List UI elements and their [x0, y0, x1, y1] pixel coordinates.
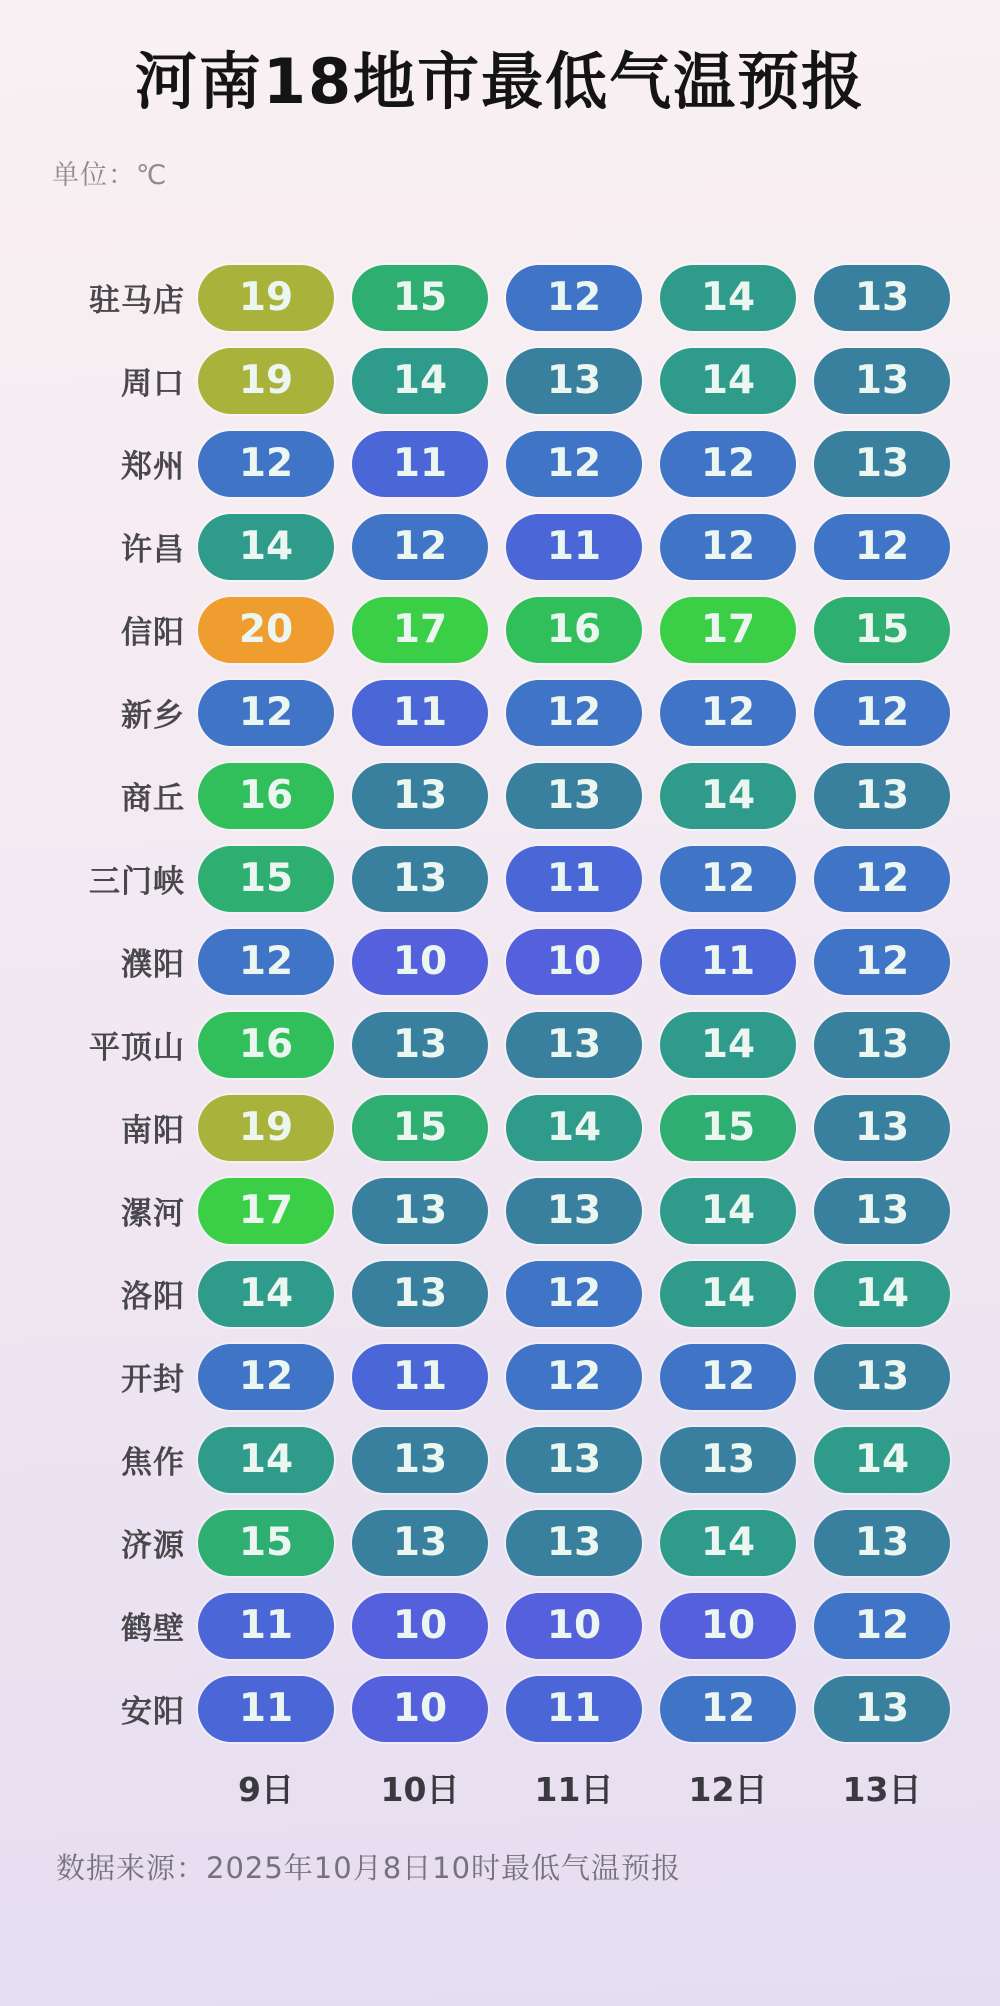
- temp-pill-group: [198, 846, 968, 912]
- temp-pill: 12: [660, 680, 796, 746]
- temp-pill: 19: [198, 1095, 334, 1161]
- temp-pill: 13: [352, 1510, 488, 1576]
- table-row: [0, 1086, 1000, 1169]
- city-label: 焦作: [121, 1445, 185, 1482]
- column-header: 12日: [688, 1769, 768, 1809]
- city-label: 信阳: [121, 615, 185, 652]
- temp-pill-group: [198, 1178, 968, 1244]
- city-label: 鹤壁: [121, 1611, 185, 1648]
- temp-pill-group: [198, 1427, 968, 1493]
- temp-pill: 14: [506, 1095, 642, 1161]
- temp-pill: 12: [352, 514, 488, 580]
- temp-pill: 12: [198, 431, 334, 497]
- table-row: [0, 505, 1000, 588]
- temp-pill-group: [198, 348, 968, 414]
- temp-pill: 11: [506, 1676, 642, 1742]
- temp-pill-group: [198, 514, 968, 580]
- temp-pill-group: [198, 431, 968, 497]
- temp-pill: 11: [352, 1344, 488, 1410]
- temp-pill: 14: [198, 1427, 334, 1493]
- temp-pill: 13: [352, 1178, 488, 1244]
- temp-pill: 11: [352, 680, 488, 746]
- temp-pill: 11: [352, 431, 488, 497]
- city-label: 郑州: [121, 449, 185, 486]
- temp-pill: 10: [352, 1676, 488, 1742]
- temp-pill: 12: [198, 680, 334, 746]
- table-row: [0, 1335, 1000, 1418]
- temp-pill: 14: [352, 348, 488, 414]
- temp-pill: 14: [814, 1427, 950, 1493]
- table-row: [0, 422, 1000, 505]
- temp-pill-group: [198, 1012, 968, 1078]
- city-label: 新乡: [121, 698, 185, 735]
- temp-pill: 12: [506, 1261, 642, 1327]
- temp-pill: 12: [506, 431, 642, 497]
- temp-pill: 13: [814, 348, 950, 414]
- temp-pill-group: [198, 1510, 968, 1576]
- temp-pill-group: [198, 1261, 968, 1327]
- temp-pill-group: [198, 929, 968, 995]
- temp-pill: 13: [506, 1178, 642, 1244]
- temp-pill: 14: [660, 348, 796, 414]
- table-row: [0, 920, 1000, 1003]
- table-row: [0, 837, 1000, 920]
- temp-pill-group: [198, 1676, 968, 1742]
- table-row: [0, 1501, 1000, 1584]
- temp-pill: 15: [198, 1510, 334, 1576]
- temp-pill: 13: [814, 431, 950, 497]
- page-title: 河南18地市最低气温预报: [134, 45, 866, 118]
- table-row: [0, 754, 1000, 837]
- temp-pill: 19: [198, 265, 334, 331]
- temp-pill: 12: [660, 1676, 796, 1742]
- temp-pill: 13: [352, 763, 488, 829]
- table-row: [0, 588, 1000, 671]
- temp-pill: 19: [198, 348, 334, 414]
- temp-pill: 12: [814, 929, 950, 995]
- temp-pill: 13: [506, 1012, 642, 1078]
- temp-pill: 15: [660, 1095, 796, 1161]
- table-row: [0, 1252, 1000, 1335]
- city-label: 安阳: [121, 1694, 185, 1731]
- temp-pill: 15: [814, 597, 950, 663]
- temp-pill: 13: [506, 763, 642, 829]
- column-header: 11日: [534, 1769, 614, 1809]
- temp-pill: 13: [352, 1012, 488, 1078]
- temp-pill: 12: [814, 680, 950, 746]
- temp-pill: 11: [506, 846, 642, 912]
- temp-pill: 10: [506, 1593, 642, 1659]
- temp-pill: 12: [814, 846, 950, 912]
- temp-pill: 14: [660, 1178, 796, 1244]
- temp-pill: 13: [814, 1012, 950, 1078]
- temp-pill: 12: [660, 846, 796, 912]
- temp-pill-group: [198, 680, 968, 746]
- temp-pill: 20: [198, 597, 334, 663]
- temp-pill: 13: [814, 1344, 950, 1410]
- table-row: [0, 1584, 1000, 1667]
- temperature-table: [0, 256, 1000, 1750]
- temp-pill: 11: [660, 929, 796, 995]
- table-row: [0, 1418, 1000, 1501]
- table-row: [0, 1667, 1000, 1750]
- column-header: 9日: [238, 1769, 294, 1809]
- temp-pill-group: [198, 265, 968, 331]
- temp-pill: 13: [814, 1178, 950, 1244]
- temp-pill: 12: [660, 514, 796, 580]
- city-label: 三门峡: [89, 864, 185, 901]
- city-label: 许昌: [121, 532, 185, 569]
- temp-pill: 12: [506, 1344, 642, 1410]
- temp-pill: 12: [660, 431, 796, 497]
- temp-pill: 12: [814, 514, 950, 580]
- temp-pill-group: [198, 1593, 968, 1659]
- table-row: [0, 1003, 1000, 1086]
- city-label: 济源: [121, 1528, 185, 1565]
- temp-pill-group: [198, 1095, 968, 1161]
- temp-pill: 12: [198, 1344, 334, 1410]
- temp-pill: 13: [814, 1676, 950, 1742]
- table-row: [0, 671, 1000, 754]
- table-row: [0, 339, 1000, 422]
- temp-pill: 14: [660, 1261, 796, 1327]
- temp-pill: 13: [506, 348, 642, 414]
- temp-pill: 15: [352, 265, 488, 331]
- temp-pill: 11: [506, 514, 642, 580]
- temp-pill-group: [198, 1344, 968, 1410]
- temp-pill: 13: [352, 1427, 488, 1493]
- temp-pill: 12: [506, 265, 642, 331]
- temp-pill: 13: [352, 1261, 488, 1327]
- temp-pill: 13: [660, 1427, 796, 1493]
- temp-pill: 10: [352, 929, 488, 995]
- data-source-note: 数据来源：2025年10月8日10时最低气温预报: [56, 1851, 682, 1886]
- city-label: 濮阳: [121, 947, 185, 984]
- temp-pill: 13: [814, 1510, 950, 1576]
- temp-pill: 15: [198, 846, 334, 912]
- city-label: 驻马店: [89, 283, 185, 320]
- temp-pill: 12: [198, 929, 334, 995]
- temp-pill: 13: [814, 1095, 950, 1161]
- temp-pill: 14: [660, 763, 796, 829]
- city-label: 洛阳: [121, 1279, 185, 1316]
- temp-pill-group: [198, 763, 968, 829]
- city-label: 南阳: [121, 1113, 185, 1150]
- temp-pill: 14: [660, 1510, 796, 1576]
- temp-pill: 13: [352, 846, 488, 912]
- temp-pill: 10: [352, 1593, 488, 1659]
- city-label: 周口: [121, 366, 185, 403]
- temp-pill: 11: [198, 1676, 334, 1742]
- temp-pill: 14: [660, 1012, 796, 1078]
- column-header: 13日: [842, 1769, 922, 1809]
- city-label: 开封: [121, 1362, 185, 1399]
- temp-pill: 13: [814, 265, 950, 331]
- temp-pill: 11: [198, 1593, 334, 1659]
- temp-pill: 17: [352, 597, 488, 663]
- temp-pill: 15: [352, 1095, 488, 1161]
- temp-pill: 13: [506, 1427, 642, 1493]
- column-headers: [0, 1750, 1000, 1824]
- temp-pill: 16: [198, 763, 334, 829]
- temp-pill: 16: [198, 1012, 334, 1078]
- temp-pill: 14: [814, 1261, 950, 1327]
- temp-pill: 13: [506, 1510, 642, 1576]
- city-label: 平顶山: [89, 1030, 185, 1067]
- temp-pill: 10: [660, 1593, 796, 1659]
- table-row: [0, 256, 1000, 339]
- temp-pill: 14: [198, 1261, 334, 1327]
- temp-pill: 17: [198, 1178, 334, 1244]
- column-header: 10日: [380, 1769, 460, 1809]
- temp-pill-group: [198, 597, 968, 663]
- temp-pill: 17: [660, 597, 796, 663]
- city-label: 商丘: [121, 781, 185, 818]
- temp-pill: 12: [660, 1344, 796, 1410]
- unit-label: 单位：℃: [52, 160, 168, 192]
- temp-pill: 14: [198, 514, 334, 580]
- table-row: [0, 1169, 1000, 1252]
- city-label: 漯河: [121, 1196, 185, 1233]
- temp-pill: 14: [660, 265, 796, 331]
- temp-pill: 12: [814, 1593, 950, 1659]
- temp-pill: 13: [814, 763, 950, 829]
- temp-pill: 16: [506, 597, 642, 663]
- temp-pill: 12: [506, 680, 642, 746]
- temp-pill: 10: [506, 929, 642, 995]
